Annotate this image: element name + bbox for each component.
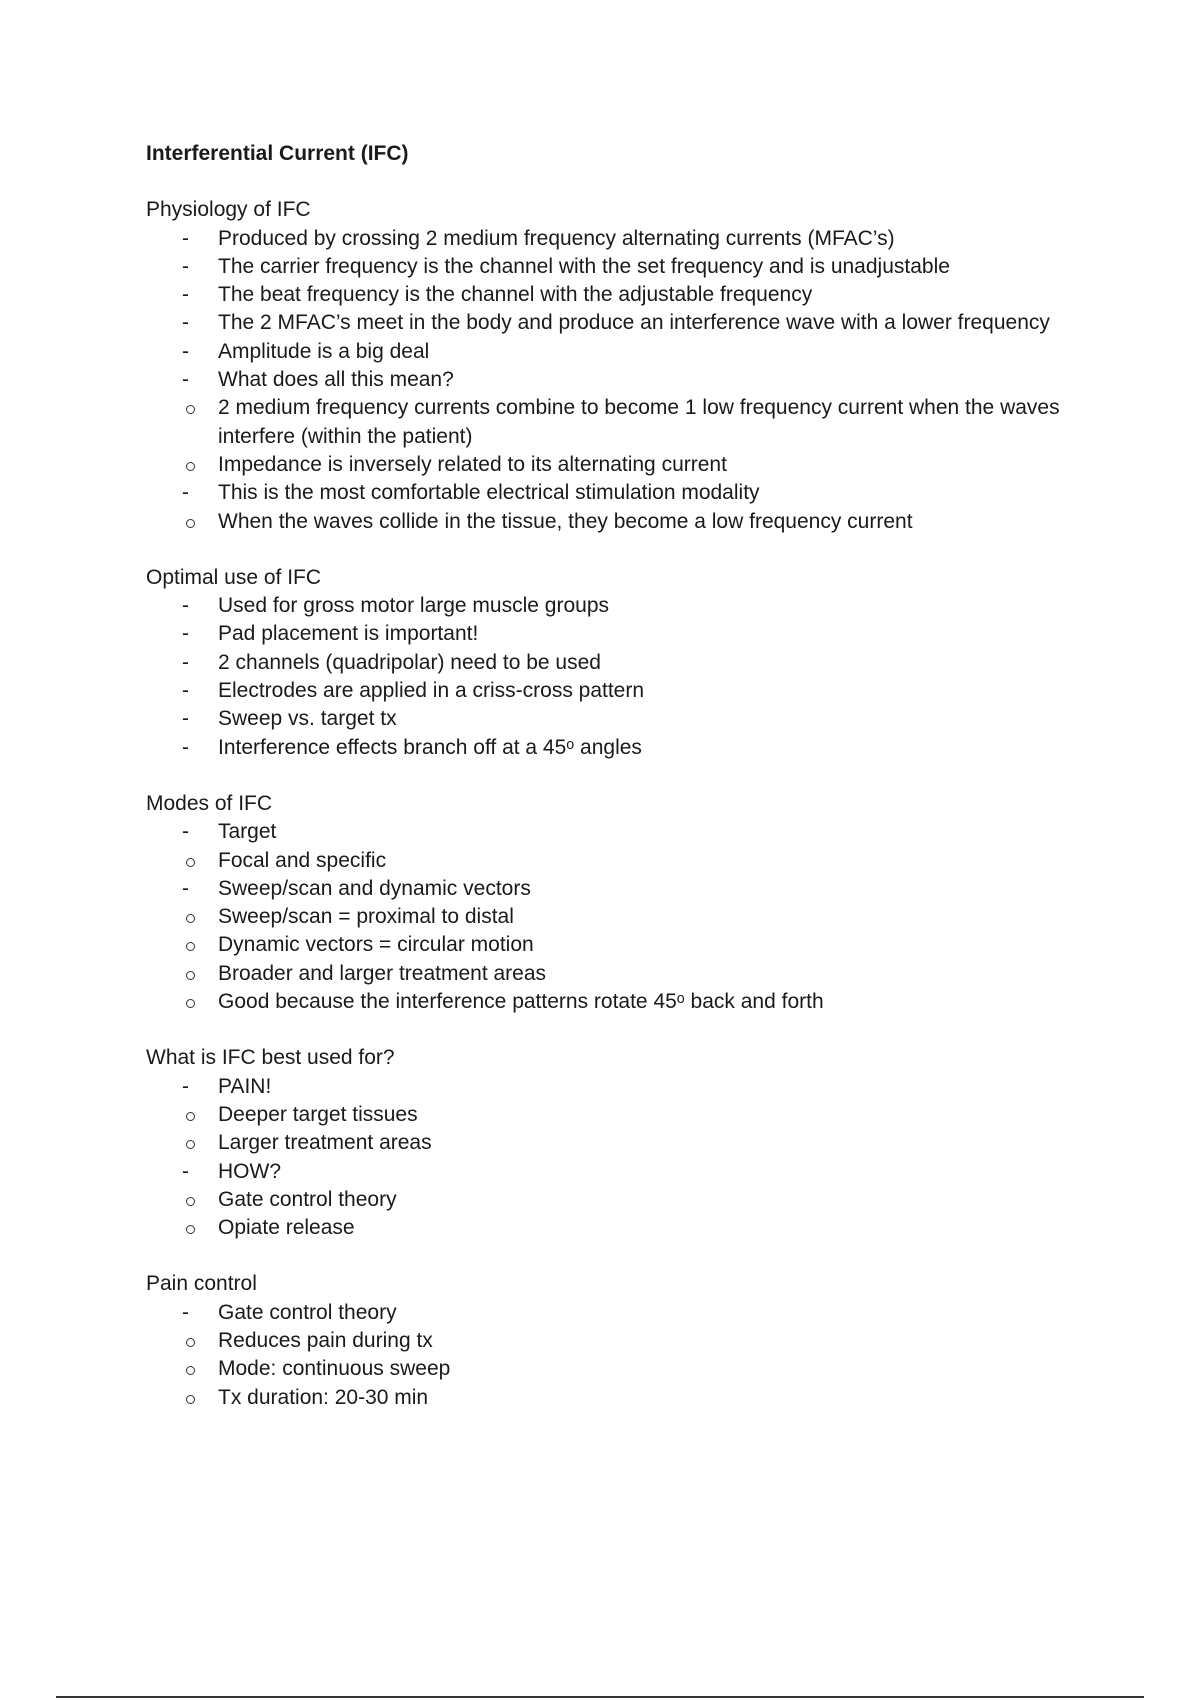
section [146,196,1106,536]
bullet-item: - Amplitude is a big deal [146,338,1106,366]
bullet-list [146,1073,1106,1243]
document-body [146,140,1106,1440]
sub-bullet-item: Dynamic vectors = circular motion [146,931,1106,959]
section-heading: Pain control [146,1272,257,1296]
bullet-list [146,818,1106,1016]
sub-bullet-item: Focal and specific [146,847,1106,875]
section [146,790,1106,1016]
bullet-list [146,225,1106,536]
bullet-item: - HOW? [146,1158,1106,1186]
bullet-item: - Target [146,818,1106,846]
bullet-item: - 2 channels (quadripolar) need to be used [146,649,1106,677]
bullet-item: - Produced by crossing 2 medium frequency alternating currents (MFAC’s) [146,225,1106,253]
sub-bullet-item: 2 medium frequency currents combine to become 1 low frequency current when the waves interfere (within the patient) [146,394,1106,451]
section-heading: What is IFC best used for? [146,1046,395,1070]
sub-bullet-list [146,508,1106,536]
bullet-item: - Pad placement is important! [146,620,1106,648]
sub-bullet-item: Gate control theory [146,1186,1106,1214]
bullet-item: - Gate control theory [146,1299,1106,1327]
document-title: Interferential Current (IFC) [146,142,409,165]
sub-bullet-list [146,1186,1106,1243]
bullet-item: - Used for gross motor large muscle groups [146,592,1106,620]
section-heading: Physiology of IFC [146,198,311,222]
section [146,1270,1106,1411]
section-heading: Modes of IFC [146,791,273,815]
sub-bullet-list [146,1327,1106,1412]
bullet-item: - Interference effects branch off at a 45ᵒ angles [146,734,1106,762]
sub-bullet-item: Larger treatment areas [146,1129,1106,1157]
sub-bullet-item: Sweep/scan = proximal to distal [146,903,1106,931]
sub-bullet-item: When the waves collide in the tissue, they become a low frequency current [146,508,1106,536]
sub-bullet-list [146,394,1106,479]
sub-bullet-item: Broader and larger treatment areas [146,960,1106,988]
section [146,564,1106,762]
bullet-item: - Sweep/scan and dynamic vectors [146,875,1106,903]
bullet-item: - The beat frequency is the channel with the adjustable frequency [146,281,1106,309]
sections-container [146,196,1106,1412]
sub-bullet-list [146,1101,1106,1158]
sub-bullet-item: Reduces pain during tx [146,1327,1106,1355]
sub-bullet-item: Opiate release [146,1214,1106,1242]
footer-rule [56,1696,1144,1698]
sub-bullet-item: Good because the interference patterns rotate 45ᵒ back and forth [146,988,1106,1016]
bullet-item: - What does all this mean? [146,366,1106,394]
bullet-item: - The 2 MFAC’s meet in the body and produce an interference wave with a lower frequency [146,309,1106,337]
bullet-item: - The carrier frequency is the channel with the set frequency and is unadjustable [146,253,1106,281]
bullet-list [146,592,1106,762]
bullet-item: - Sweep vs. target tx [146,705,1106,733]
bullet-list [146,1299,1106,1412]
bullet-item: - Electrodes are applied in a criss-cross pattern [146,677,1106,705]
bullet-item: - PAIN! [146,1073,1106,1101]
sub-bullet-item: Impedance is inversely related to its alternating current [146,451,1106,479]
sub-bullet-item: Tx duration: 20-30 min [146,1384,1106,1412]
section-heading: Optimal use of IFC [146,565,322,589]
bullet-item: - This is the most comfortable electrical stimulation modality [146,479,1106,507]
section [146,1044,1106,1242]
sub-bullet-item: Deeper target tissues [146,1101,1106,1129]
sub-bullet-list [146,903,1106,1016]
sub-bullet-list [146,847,1106,875]
sub-bullet-item: Mode: continuous sweep [146,1355,1106,1383]
